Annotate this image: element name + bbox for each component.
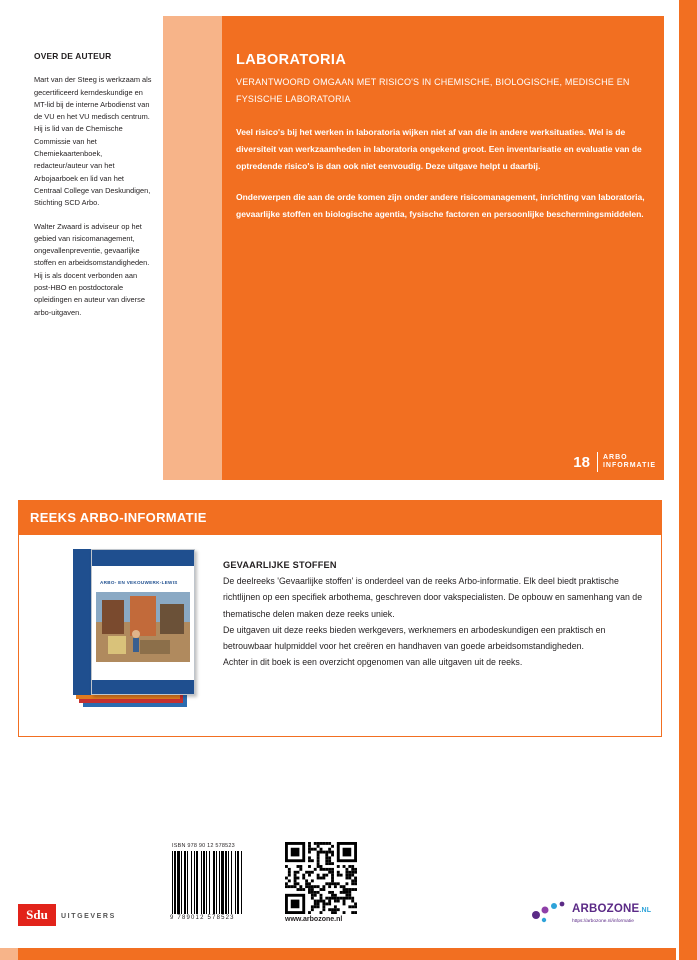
qr-module (314, 902, 317, 905)
barcode-bar (196, 851, 198, 914)
description-paragraph-2: Onderwerpen die aan de orde komen zijn onder andere risicomanagement, inrichting van laboratoria, gevaarlijke stoffen en biologische agentia, fysische factoren en persoonlijke beschermingsmiddelen. (236, 192, 645, 219)
qr-module (311, 848, 314, 851)
series-divider (597, 452, 598, 472)
qr-module (314, 885, 317, 888)
author-bio-2: Walter Zwaard is adviseur op het gebied van risicomanagement, ongevallenpreventie, gevaarlijke stoffen en arbeidsomstandigheden. Hij is als docent verbonden aan post-HBO en postdoctorale opleidingen en auteur van diverse arbo-uitgaven. (34, 221, 150, 317)
qr-module (299, 888, 302, 891)
qr-module (288, 885, 291, 888)
qr-module (308, 882, 311, 885)
reeks-paragraph-3: Achter in dit boek is een overzicht opgenomen van alle uitgaven uit de reeks. (223, 657, 523, 668)
qr-module (294, 877, 297, 880)
qr-module (322, 868, 325, 871)
qr-module (340, 885, 343, 888)
qr-module (299, 865, 302, 868)
qr-module (311, 859, 314, 862)
qr-module (328, 891, 331, 894)
qr-module (320, 888, 323, 891)
qr-module (322, 905, 325, 908)
qr-module (311, 891, 314, 894)
qr-module (322, 900, 325, 903)
barcode-bar (172, 851, 173, 914)
barcode-bar (184, 851, 186, 914)
qr-module (322, 874, 325, 877)
barcode-bar (206, 851, 207, 914)
qr-url: www.arbozone.nl (285, 916, 343, 923)
qr-module (325, 897, 328, 900)
qr-module (351, 868, 354, 871)
barcode-bar (213, 851, 215, 914)
reeks-header (18, 500, 662, 535)
qr-module (317, 874, 320, 877)
bottom-orange-strip (18, 948, 676, 960)
qr-module (345, 874, 348, 877)
qr-module (351, 888, 354, 891)
qr-module (331, 845, 334, 848)
qr-module (308, 856, 311, 859)
qr-module (340, 874, 343, 877)
reeks-description (223, 557, 643, 670)
qr-module (317, 842, 320, 845)
qr-module (320, 851, 323, 854)
qr-module (308, 865, 311, 868)
qr-module (297, 877, 300, 880)
qr-module (322, 908, 325, 911)
qr-module (305, 882, 308, 885)
qr-module (294, 879, 297, 882)
qr-module (320, 900, 323, 903)
qr-module (331, 871, 334, 874)
qr-module (314, 842, 317, 845)
barcode-bar (235, 851, 236, 914)
qr-module (345, 882, 348, 885)
qr-module (354, 877, 357, 880)
qr-module (348, 905, 351, 908)
qr-module (317, 900, 320, 903)
qr-module (343, 897, 346, 900)
barcode-bar (237, 851, 239, 914)
qr-module (351, 905, 354, 908)
qr-module (314, 868, 317, 871)
peach-band (163, 16, 222, 480)
qr-module (308, 848, 311, 851)
book-title: LABORATORIA (236, 52, 347, 68)
qr-module (294, 871, 297, 874)
reeks-paragraph-2: De uitgaven uit deze reeks bieden werkgevers, werknemers en arbodeskundigen een praktisch en betrouwbaar hulpmiddel voor het creëren en handhaven van goede arbeidsomstandigheden. (223, 624, 606, 652)
qr-module (334, 900, 337, 903)
qr-module (317, 845, 320, 848)
qr-module (317, 856, 320, 859)
qr-module (297, 882, 300, 885)
qr-module (345, 894, 348, 897)
qr-module (331, 894, 334, 897)
qr-module (345, 891, 348, 894)
barcode (170, 851, 266, 916)
qr-module (348, 891, 351, 894)
book-stack-image (73, 549, 198, 709)
qr-module (331, 862, 334, 865)
qr-module (317, 891, 320, 894)
qr-module (328, 848, 331, 851)
author-bio-1: Mart van der Steeg is werkzaam als gecertificeerd kerndeskundige en MT-lid bij de interne Arbodienst van de VU en het VU medisch centrum. Hij is lid van de Chemische Commissie van het Chemiekaartenboek, redacteur/auteur van het Arbojaarboek en lid van het Centraal College van Deskundigen, Stichting SCD Arbo. (34, 75, 152, 208)
publisher-suffix: UITGEVERS (61, 913, 116, 920)
qr-module (343, 888, 346, 891)
series-badge (573, 452, 656, 472)
series-number: 18 (573, 453, 590, 471)
qr-module (322, 902, 325, 905)
qr-module (354, 879, 357, 882)
qr-module (331, 911, 334, 914)
qr-module (288, 868, 291, 871)
qr-module (348, 897, 351, 900)
book-subtitle: VERANTWOORD OMGAAN MET RISICO'S IN CHEMISCHE, BIOLOGISCHE, MEDISCHE EN FYSISCHE LABORATORIA (236, 77, 630, 104)
qr-module (348, 894, 351, 897)
qr-module (331, 891, 334, 894)
qr-module (328, 900, 331, 903)
barcode-bar (201, 851, 202, 914)
barcode-digits: 9 789012 578523 (170, 915, 235, 921)
qr-module (328, 897, 331, 900)
qr-module (311, 885, 314, 888)
book-description (236, 124, 646, 237)
qr-module (334, 894, 337, 897)
qr-module (334, 908, 337, 911)
qr-module (345, 871, 348, 874)
arbozone-dots-icon (530, 899, 570, 925)
barcode-bar (177, 851, 180, 914)
qr-module (325, 859, 328, 862)
qr-module (348, 888, 351, 891)
qr-module (317, 854, 320, 857)
qr-module (308, 851, 311, 854)
book-description-panel (222, 16, 664, 480)
qr-module (354, 888, 357, 891)
qr-module (317, 885, 320, 888)
qr-module (331, 874, 334, 877)
qr-module (311, 905, 314, 908)
qr-module (308, 845, 311, 848)
qr-module (302, 877, 305, 880)
series-label-line2: INFORMATIE (602, 462, 656, 469)
qr-module (354, 871, 357, 874)
barcode-bar (209, 851, 210, 914)
author-heading: OVER DE AUTEUR (34, 51, 112, 61)
qr-module (340, 897, 343, 900)
barcode-bar (194, 851, 195, 914)
front-book-cover (91, 549, 195, 695)
qr-module (305, 879, 308, 882)
qr-module (299, 885, 302, 888)
qr-module (322, 851, 325, 854)
qr-module (314, 894, 317, 897)
qr-module (285, 877, 288, 880)
qr-module (334, 882, 337, 885)
qr-module (343, 885, 346, 888)
qr-module (351, 865, 354, 868)
qr-module (325, 842, 328, 845)
arbozone-logo-text (572, 903, 651, 915)
series-label-line1: ARBO (602, 454, 628, 461)
isbn-label: ISBN 978 90 12 578523 (172, 843, 235, 849)
qr-module (331, 854, 334, 857)
qr-module (354, 902, 357, 905)
qr-module (331, 877, 334, 880)
reeks-paragraph-1: De deelreeks 'Gevaarlijke stoffen' is onderdeel van de reeks Arbo-informatie. Elk deel biedt praktische richtlijnen op een specifiek arbothema, geschreven door vakspecialisten. De opbouw en samenhang van de thematische delen maken deze reeks uniek. (223, 576, 643, 619)
qr-module (308, 871, 311, 874)
qr-module (345, 877, 348, 880)
qr-module (302, 874, 305, 877)
qr-module (328, 868, 331, 871)
qr-module (314, 905, 317, 908)
barcode-bar (191, 851, 192, 914)
qr-module (317, 865, 320, 868)
cover-title: ARBO- EN VEKOUWERK-LEWIS (100, 580, 178, 585)
qr-module (328, 859, 331, 862)
qr-module (328, 885, 331, 888)
qr-module (317, 905, 320, 908)
qr-module (334, 911, 337, 914)
qr-module (343, 902, 346, 905)
qr-module (354, 882, 357, 885)
qr-module (322, 842, 325, 845)
qr-module (325, 882, 328, 885)
bottom-peach-strip (0, 948, 18, 960)
qr-module (334, 905, 337, 908)
qr-module (288, 879, 291, 882)
qr-module (325, 868, 328, 871)
qr-module (343, 900, 346, 903)
qr-module (291, 900, 300, 909)
arbozone-name: ARBOZONE (572, 903, 640, 915)
qr-module (311, 888, 314, 891)
qr-module (345, 888, 348, 891)
barcode-bar (228, 851, 229, 914)
qr-module (328, 851, 331, 854)
qr-module (340, 891, 343, 894)
qr-module (354, 905, 357, 908)
qr-module (325, 851, 328, 854)
qr-module (320, 894, 323, 897)
qr-module (331, 908, 334, 911)
qr-module (354, 868, 357, 871)
qr-module (325, 856, 328, 859)
qr-module (317, 859, 320, 862)
qr-module (325, 874, 328, 877)
barcode-bar (216, 851, 217, 914)
qr-module (288, 874, 291, 877)
qr-module (343, 891, 346, 894)
qr-module (294, 885, 297, 888)
qr-module (343, 911, 346, 914)
barcode-bar (219, 851, 220, 914)
qr-module (297, 865, 300, 868)
cover-photo (96, 592, 190, 662)
qr-module (325, 854, 328, 857)
qr-module (311, 879, 314, 882)
qr-module (337, 865, 340, 868)
qr-module (291, 885, 294, 888)
qr-module (311, 897, 314, 900)
qr-module (317, 862, 320, 865)
description-paragraph-1: Veel risico's bij het werken in laboratoria wijken niet af van die in andere werksituaties. Wel is de diversiteit van werkzaamheden in laboratoria ongekend groot. Een inventarisatie en evaluatie van de optredende risico's is dan ook niet eenvoudig. Deze uitgave helpt u daarbij. (236, 127, 642, 171)
qr-module (308, 885, 311, 888)
arbozone-tld: .NL (639, 907, 652, 914)
series-label (603, 454, 656, 470)
qr-module (328, 902, 331, 905)
qr-module (308, 874, 311, 877)
qr-module (328, 908, 331, 911)
qr-module (314, 900, 317, 903)
qr-module (311, 894, 314, 897)
qr-module (297, 871, 300, 874)
qr-module (351, 871, 354, 874)
barcode-bar (174, 851, 176, 914)
qr-module (343, 865, 346, 868)
qr-module (314, 848, 317, 851)
qr-module (337, 871, 340, 874)
qr-module (351, 874, 354, 877)
qr-module (331, 897, 334, 900)
qr-module (302, 888, 305, 891)
qr-module (320, 877, 323, 880)
qr-module (331, 882, 334, 885)
qr-module (317, 877, 320, 880)
qr-module (305, 885, 308, 888)
reeks-box (18, 535, 662, 737)
qr-module (320, 848, 323, 851)
qr-module (320, 911, 323, 914)
qr-module (294, 874, 297, 877)
qr-code (285, 842, 357, 914)
qr-module (322, 888, 325, 891)
qr-module (354, 911, 357, 914)
qr-module (337, 900, 340, 903)
barcode-bar (187, 851, 188, 914)
qr-module (308, 891, 311, 894)
qr-module (345, 868, 348, 871)
qr-module (351, 911, 354, 914)
qr-module (331, 851, 334, 854)
qr-module (320, 842, 323, 845)
reeks-title: REEKS ARBO-INFORMATIE (30, 510, 207, 525)
qr-module (331, 879, 334, 882)
barcode-bar (221, 851, 224, 914)
qr-module (322, 885, 325, 888)
author-column (34, 50, 152, 330)
qr-module (297, 888, 300, 891)
qr-module (351, 879, 354, 882)
qr-module (328, 862, 331, 865)
barcode-bar (203, 851, 205, 914)
barcode-bar (231, 851, 232, 914)
right-edge-gap (676, 0, 679, 960)
qr-module (325, 862, 328, 865)
qr-module (320, 865, 323, 868)
qr-module (308, 911, 311, 914)
qr-module (291, 848, 300, 857)
sdu-logo: Sdu (18, 904, 56, 926)
cover-top-band (92, 550, 194, 566)
qr-module (337, 897, 340, 900)
qr-module (348, 865, 351, 868)
qr-module (348, 871, 351, 874)
qr-module (337, 874, 340, 877)
right-edge-strip (679, 0, 697, 960)
qr-module (288, 871, 291, 874)
qr-module (328, 856, 331, 859)
barcode-bar (241, 851, 242, 914)
qr-module (351, 900, 354, 903)
qr-module (322, 877, 325, 880)
qr-module (317, 902, 320, 905)
qr-module (285, 865, 288, 868)
barcode-bar (225, 851, 227, 914)
qr-module (334, 897, 337, 900)
qr-module (348, 877, 351, 880)
cover-bottom-band (92, 680, 194, 694)
barcode-bar (181, 851, 182, 914)
qr-module (328, 842, 331, 845)
qr-module (294, 882, 297, 885)
qr-module (337, 882, 340, 885)
qr-module (334, 885, 337, 888)
qr-module (331, 868, 334, 871)
qr-module (328, 882, 331, 885)
reeks-subheading: GEVAARLIJKE STOFFEN (223, 560, 337, 570)
arbozone-tagline: https://arbozone.nl/informatie (572, 919, 634, 924)
qr-module (343, 848, 352, 857)
qr-module (285, 882, 288, 885)
qr-module (351, 897, 354, 900)
qr-module (311, 871, 314, 874)
qr-module (325, 902, 328, 905)
qr-module (305, 871, 308, 874)
qr-module (328, 871, 331, 874)
qr-module (311, 908, 314, 911)
qr-module (345, 897, 348, 900)
qr-module (299, 868, 302, 871)
qr-module (314, 891, 317, 894)
qr-module (348, 874, 351, 877)
qr-module (317, 851, 320, 854)
qr-module (320, 868, 323, 871)
qr-module (308, 842, 311, 845)
qr-module (337, 908, 340, 911)
qr-module (285, 885, 288, 888)
qr-module (351, 882, 354, 885)
qr-module (308, 859, 311, 862)
qr-module (320, 897, 323, 900)
qr-module (308, 888, 311, 891)
